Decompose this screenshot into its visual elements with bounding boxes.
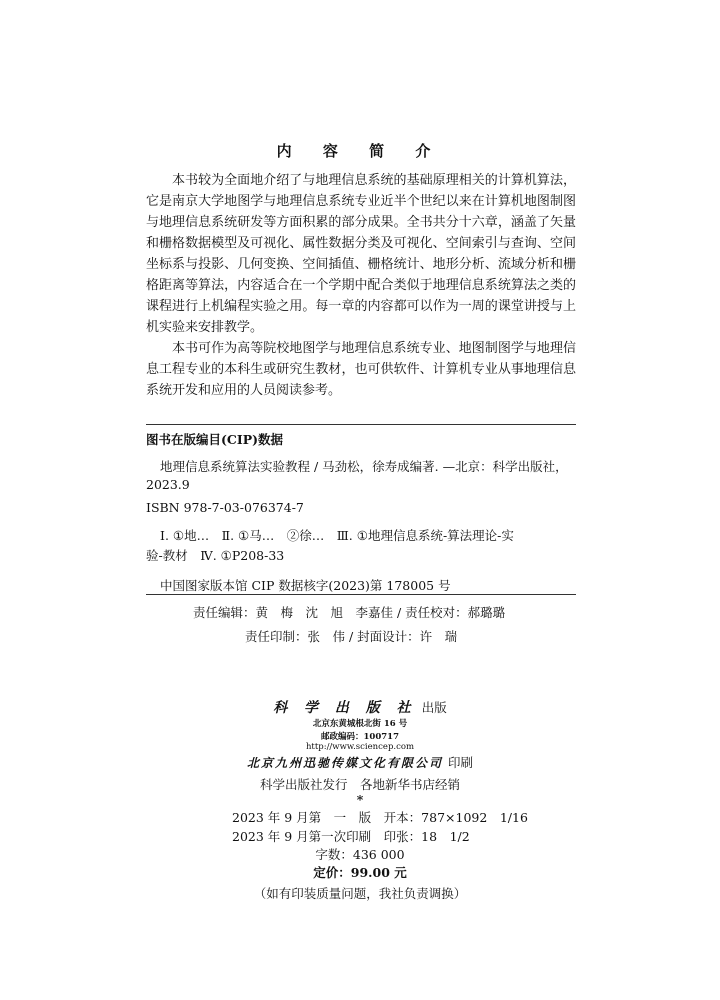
cip-isbn: ISBN 978-7-03-076374-7 bbox=[146, 500, 304, 515]
cip-bottom-rule bbox=[146, 594, 576, 595]
printer-suffix: 印刷 bbox=[448, 755, 474, 770]
edition-info: 2023 年 9 月第 一 版 开本：787×1092 1/16 bbox=[232, 810, 528, 825]
intro-paragraph-2: 本书可作为高等院校地图学与地理信息系统专业、地图制图学与地理信息工程专业的本科生或研究生教材，也可供软件、计算机专业从事地理信息系统开发和应用的人员阅读参考。 bbox=[146, 341, 576, 398]
printer-line bbox=[0, 752, 720, 771]
page-title: 内 容 简 介 bbox=[276, 142, 444, 160]
publisher-logo: 科 学 出 版 社 bbox=[273, 700, 417, 716]
publisher-line bbox=[0, 697, 720, 717]
publisher-postcode: 邮政编码：100717 bbox=[321, 732, 399, 742]
intro-text bbox=[146, 170, 576, 401]
publisher-address: 北京东黄城根北街 16 号 bbox=[312, 719, 408, 729]
quality-note: （如有印装质量问题，我社负责调换） bbox=[253, 886, 467, 901]
cip-classification-1: Ⅰ. ①地… Ⅱ. ①马… ②徐… Ⅲ. ①地理信息系统-算法理论-实 bbox=[160, 528, 514, 543]
cip-title-line: 地理信息系统算法实验教程 / 马劲松，徐寿成编著. —北京：科学出版社， bbox=[160, 459, 568, 474]
price: 定价：99.00 元 bbox=[313, 865, 407, 880]
cip-classification-2: 验-教材 Ⅳ. ①P208-33 bbox=[146, 548, 285, 563]
cip-record-number: 中国图家版本馆 CIP 数据核字(2023)第 178005 号 bbox=[160, 578, 451, 593]
credits-editors: 责任编辑：黄 梅 沈 旭 李嘉佳 / 责任校对：郝璐璐 bbox=[193, 605, 506, 620]
printer-name: 北京九州迅驰传媒文化有限公司 bbox=[246, 756, 443, 770]
intro-paragraph-1: 本书较为全面地介绍了与地理信息系统的基础原理相关的计算机算法，它是南京大学地图学与地理信息系统专业近半个世纪以来在计算机地图制图与地理信息系统研发等方面积累的部分成果。全书共分十六章，涵盖了矢量和栅格数据模型及可视化、属性数据分类及可视化、空间索引与查询、空间坐标系与投影、几何变换、空间插值、栅格统计、地形分析、流域分析和栅格距离等算法，内容适合在一个学期中配合类似于地理信息系统算法之类的课程进行上机编程实验之用。每一章的内容都可以作为一周的课堂讲授与上机实验来安排教学。 bbox=[146, 173, 576, 335]
cip-top-rule bbox=[146, 424, 576, 425]
word-count: 字数：436 000 bbox=[315, 847, 405, 862]
distribution: 科学出版社发行 各地新华书店经销 bbox=[259, 777, 460, 792]
cip-year-line: 2023.9 bbox=[146, 477, 190, 492]
credits-print: 责任印制：张 伟 / 封面设计：许 瑞 bbox=[245, 629, 458, 644]
cip-heading: 图书在版编目(CIP)数据 bbox=[146, 432, 284, 447]
separator-star: * bbox=[356, 792, 364, 807]
publisher-url: http://www.sciencep.com bbox=[305, 742, 415, 752]
printing-info: 2023 年 9 月第一次印刷 印张：18 1/2 bbox=[232, 829, 470, 844]
publisher-suffix: 出版 bbox=[421, 700, 447, 715]
